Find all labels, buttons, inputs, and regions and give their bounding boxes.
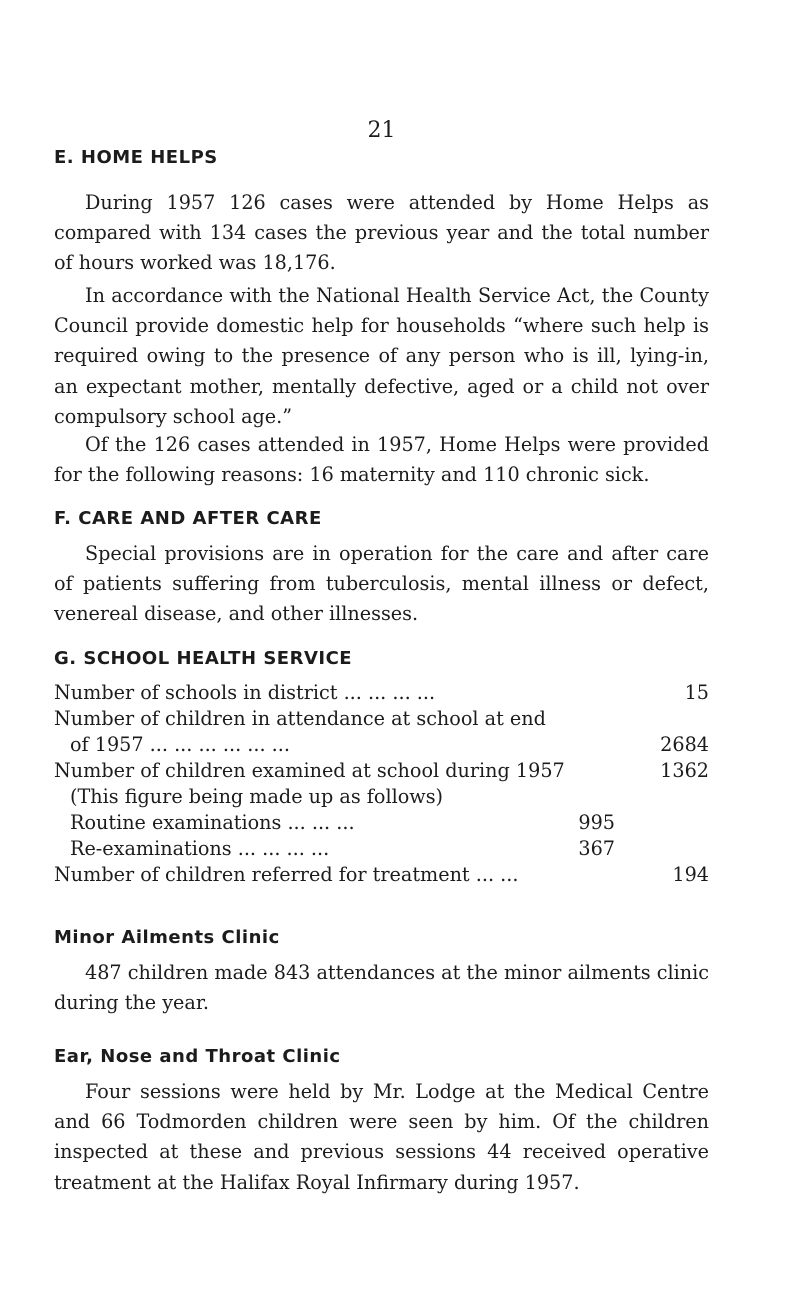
stat-label: (This figure being made up as follows) (70, 785, 444, 808)
stat-value: 367 (578, 837, 615, 860)
ent-clinic-paragraph: Four sessions were held by Mr. Lodge at the Medical Centre and 66 Todmorden children were seen by him. Of the children inspected at these and previous sessions 44 received operative treatment at the Halifax Royal Infirmary during 1957. (54, 1080, 709, 1194)
stat-value: 194 (672, 863, 709, 886)
page-number: 21 (367, 118, 396, 143)
stat-label: Number of children in attendance at school at end (54, 707, 546, 730)
section-g-heading: G. SCHOOL HEALTH SERVICE (54, 648, 353, 669)
stat-label: Number of schools in district ... ... ... ... (54, 681, 436, 704)
stat-label: Re-examinations ... ... ... ... (70, 837, 330, 860)
stat-row-referred (54, 860, 709, 890)
ent-clinic-heading: Ear, Nose and Throat Clinic (54, 1046, 341, 1067)
section-e-paragraph-2: In accordance with the National Health Service Act, the County Council provide domestic help for households “where such help is required owing to the presence of any person who is ill, lying-in, an expectant mother, mentally defective, aged or a child not over compulsory school age.” (54, 284, 709, 428)
stat-value: 995 (578, 811, 615, 834)
section-f-paragraph-1: Special provisions are in operation for the care and after care of patients suffering from tuberculosis, mental illness or defect, venereal disease, and other illnesses. (54, 542, 709, 626)
stat-value: 15 (684, 681, 709, 704)
stat-label: of 1957 ... ... ... ... ... ... (70, 733, 290, 756)
section-e-paragraph-3: Of the 126 cases attended in 1957, Home Helps were provided for the following reasons: 16 maternity and 110 chronic sick. (54, 433, 709, 487)
stat-value: 1362 (660, 759, 709, 782)
section-e-heading: E. HOME HELPS (54, 147, 218, 168)
minor-ailments-heading: Minor Ailments Clinic (54, 927, 280, 948)
minor-ailments-paragraph: 487 children made 843 attendances at the minor ailments clinic during the year. (54, 961, 709, 1015)
stat-value: 2684 (660, 733, 709, 756)
stat-label: Routine examinations ... ... ... (70, 811, 355, 834)
stat-label: Number of children examined at school during 1957 (54, 759, 565, 782)
section-f-heading: F. CARE AND AFTER CARE (54, 508, 322, 529)
stat-label: Number of children referred for treatment ... ... (54, 863, 519, 886)
section-e-paragraph-1: During 1957 126 cases were attended by Home Helps as compared with 134 cases the previous year and the total number of hours worked was 18,176. (54, 191, 709, 275)
